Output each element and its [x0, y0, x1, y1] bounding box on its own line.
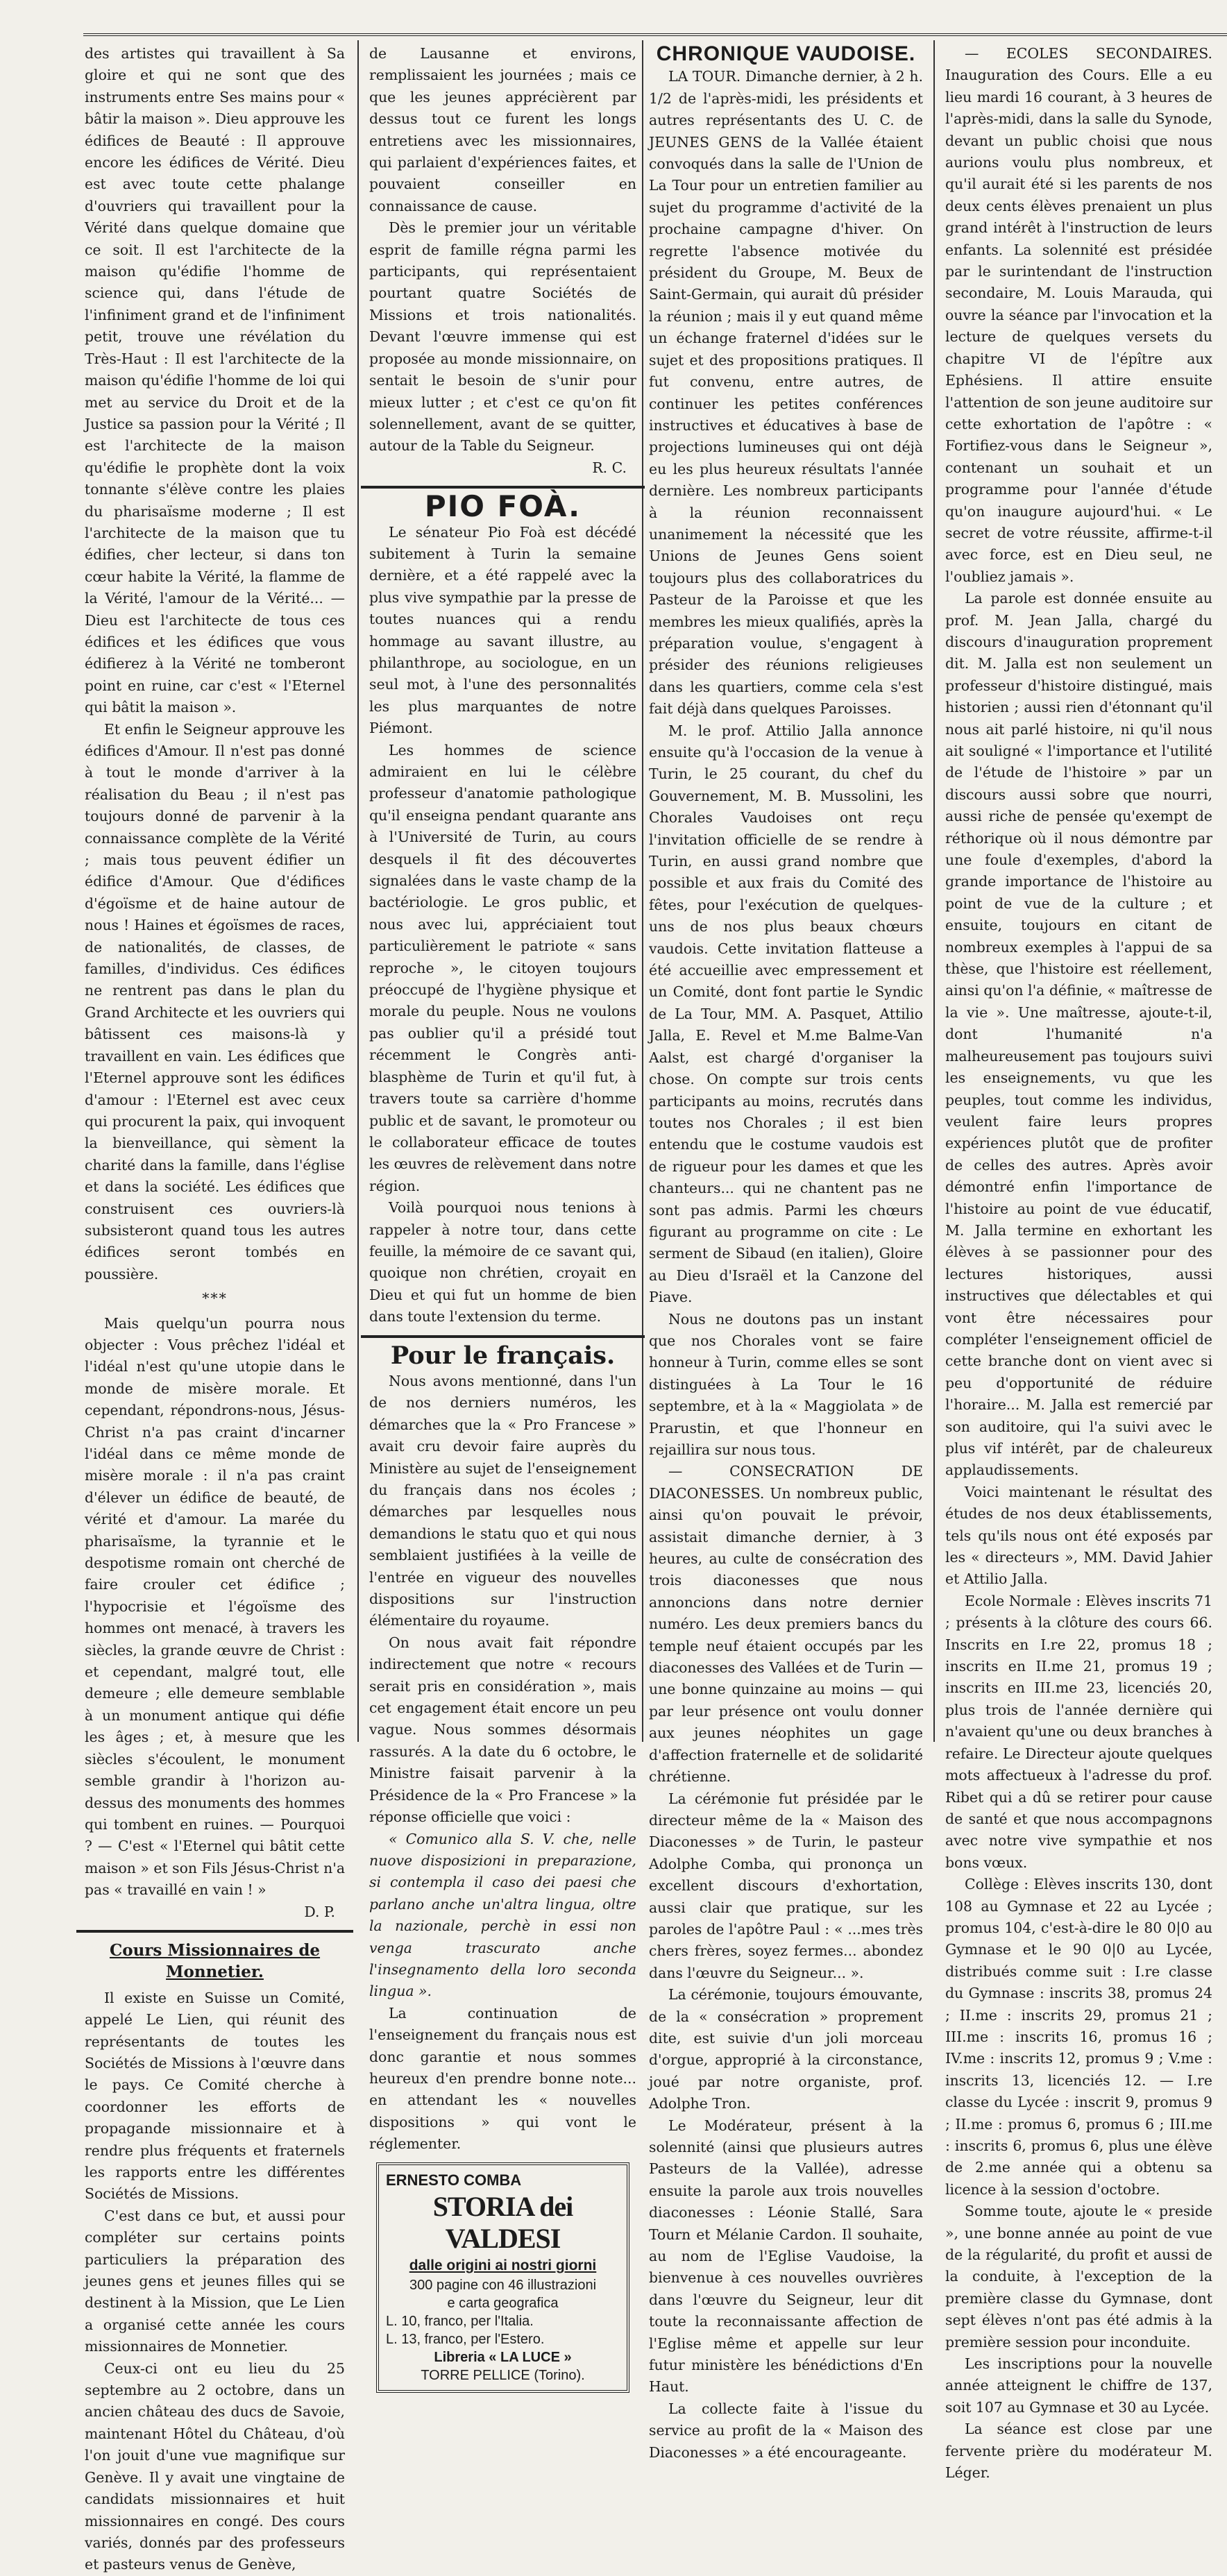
section-separator: *** [202, 1290, 228, 1307]
paragraph: La cérémonie, toujours émouvante, de la « consécration » proprement dite, est suivie d'un joli morceau d'orgue, approprié à la circonstance, joué par notre organiste, prof. Adolphe Tron. [649, 1986, 923, 2112]
signature: D. P. [304, 1903, 335, 1920]
section-rule [361, 1335, 645, 1338]
ad-place: TORRE PELLICE (Torino). [421, 2368, 585, 2384]
paragraph: Ceux-ci ont eu lieu du 25 septembre au 2 octobre, dans un ancien château des ducs de Savoie, maintenant Hôtel du Château, d'où l'on jouit d'une vue magnifique sur Genève. Il y avait une vingtaine de candidats missionnaires et huit missionnaires en congé. Des cours variés, donnés par des professeurs et pasteurs venus de Genève, [85, 2359, 345, 2573]
book-advertisement [376, 2162, 629, 2393]
column-2 [369, 43, 636, 2384]
paragraph: LA TOUR. Dimanche dernier, à 2 h. 1/2 de l'après-midi, les présidents et autres représentants des U. C. de JEUNES GENS de la Vallée étaient convoqués dans la salle de l'Union de La Tour pour un entretien familier au sujet du programme d'activité de la prochaine campagne d'hiver. On regrette l'absence motivée du président du Groupe, M. Beux de Saint-Germain, qui aurait dû présider la réunion ; mais il y eut quand même un échange fraternel d'idées sur le sujet et des propositions pratiques. Il fut convenu, entre autres, de continuer les petites conférences instructives et éducatives à base de projections lumineuses qui ont déjà eu les plus heureux résultats l'année dernière. Les nombreux participants à la réunion reconnaissent unanimement la nécessité que les Unions de Jeunes Gens soient toujours plus des collaboratrices du Pasteur de la Paroisse et que les membres les mieux qualifiés, après la préparation voulue, s'engagent à présider des réunions religieuses dans les quartiers, comme cela s'est fait déjà dans quelques Paroisses. [649, 68, 923, 718]
section-rule [76, 1930, 353, 1933]
paragraph: des artistes qui travaillent à Sa gloire et qui ne sont que des instruments entre Ses mains pour « bâtir la maison ». Dieu approuve les édifices de Beauté : Il approuve encore les édifices de Vérité. Dieu est avec toute cette phalange d'ouvriers qui travaillent pour la Vérité dans quelque domaine que ce soit. Il est l'architecte de la maison qu'édifie l'homme de science qui, dans l'étude de l'infiniment grand et de l'infiniment petit, trouve une révélation du Très-Haut : Il est l'architecte de la maison qu'édifie l'homme de loi qui met au service du Droit et de la Justice sa passion pour la Vérité ; Il est l'architecte de la maison qu'édifie le prophète dont la voix tonnante s'élève contre les plaies du pharisaïsme moderne ; Il est l'architecte de la maison que tu édifies, cher lecteur, si dans ton cœur habite la Vérité, la flamme de la Vérité, l'amour de la Vérité... — Dieu est l'architecte de tous ces édifices et les édifices que vous édifierez à la Vérité ne tomberont point en ruine, car c'est « l'Eternel qui bâtit la maison ». [85, 45, 345, 716]
ad-description: 300 pagine con 46 illustrazioni [409, 2278, 597, 2294]
paragraph: Les hommes de science admiraient en lui le célèbre professeur d'anatomie pathologique qu'il enseigna pendant quarante ans à l'Université de Turin, au cours desquels il fit des découvertes signalées dans le vaste champ de la bactériologie. Le gros public, et nous avec lui, appréciaient tout particulièrement le patriote « sans reproche », le citoyen toujours préoccupé de l'hygiène physique et morale du peuple. Nous ne voulons pas oublier qu'il a présidé tout récemment le Congrès anti-blasphème de Turin et qu'il fut, à travers toute sa carrière d'homme public et de savant, le promoteur ou le collaborateur efficace de toutes les œuvres de relèvement dans notre région. [369, 741, 636, 1194]
ad-price: L. 10, franco, per l'Italia. [386, 2314, 534, 2330]
paragraph: C'est dans ce but, et aussi pour compléter sur certains points particuliers la préparation des jeunes gens et jeunes filles qui se destinent à la Mission, que Le Lien a organisé cette année les cours missionnaires de Monnetier. [85, 2207, 345, 2355]
article-title-pio-foa: PIO FOÀ. [424, 489, 582, 524]
paragraph: — CONSECRATION DE DIACONESSES. Un nombreux public, ainsi qu'on pouvait le prévoir, assistait dimanche dernier, à 3 heures, au culte de consécration des trois diaconesses que nous annoncions dans notre dernier numéro. Les deux premiers bancs du temple neuf étaient occupés par les diaconesses des Vallées et de Turin — une bonne quinzaine au moins — qui par leur présence ont voulu donner aux jeunes néophites un gage d'affection fraternelle et de solidarité chrétienne. [649, 1463, 923, 1786]
paragraph: Mais quelqu'un pourra nous objecter : Vous prêchez l'idéal et l'idéal n'est qu'une utopie dans le monde de misère morale. Et cependant, répondrons-nous, Jésus-Christ n'a pas craint d'incarner l'idéal dans ce même monde de misère morale : il n'a pas craint d'élever un édifice de beauté, de vérité et d'amour. La marée du pharisaïsme, la tyrannie et le despotisme romain ont cherché de faire crouler cet édifice ; l'hypocrisie et l'égoïsme des hommes ont menacé, à travers les siècles, la grande œuvre de Christ : et cependant, malgré tout, elle demeure ; elle demeure semblable à un monument antique qui défie les âges ; et, à mesure que les siècles s'écoulent, le monument semble grandir à l'horizon au-dessus des monuments des hommes qui tombent en ruines. — Pourquoi ? — C'est « l'Eternel qui bâtit cette maison » et son Fils Jésus-Christ n'a pas « travaillé en vain ! » [85, 1314, 345, 1899]
column-divider [357, 40, 359, 1742]
signature: R. C. [592, 459, 627, 476]
paragraph: — ECOLES SECONDAIRES. Inauguration des Cours. Elle a eu lieu mardi 16 courant, à 3 heures de l'après-midi, dans la salle du Synode, devant un public choisi que nous aurions voulu plus nombreux, et qu'il aurait été si les parents de nos deux cents élèves prenaient un plus grand intérêt à l'instruction de leurs enfants. La solennité est présidée par le surintendant de l'instruction secondaire, M. Louis Marauda, qui ouvre la séance par l'invocation et la lecture de quelques versets du chapitre VI de l'épître aux Ephésiens. Il attire ensuite l'attention de son jeune auditoire sur cette exhortation de l'apôtre : « Fortifiez-vous dans le Seigneur », contenant un souhait et un programme pour l'année d'étude qu'on inaugure aujourd'hui. « Le secret de votre réussite, affirme-t-il avec force, est en Dieu seul, ne l'oubliez jamais ». [945, 45, 1212, 585]
paragraph: La parole est donnée ensuite au prof. M. Jean Jalla, chargé du discours d'inauguration proprement dit. M. Jalla est non seulement un professeur d'histoire distingué, mais historien ; aussi rien d'étonnant qu'il nous ait parlé histoire, ni qu'il nous ait souligné « l'importance et l'utilité de l'étude de l'histoire » par un discours aussi sobre que nourri, aussi riche de pensée qu'exempt de réthorique où il nous démontre par une foule d'exemples, d'abord la grande importance de l'histoire au point de vue de la culture ; et ensuite, toujours en citant de nombreux exemples à l'appui de sa thèse, que l'histoire est réellement, ainsi qu'on l'a définie, « maîtresse de la vie ». Une maîtresse, ajoute-t-il, dont l'humanité n'a malheureusement pas toujours suivi les enseignements, vu que les peuples, tout comme les individus, veulent faire leurs propres expériences plutôt que de profiter de celles des autres. Après avoir démontré enfin l'importance de l'histoire au point de vue éducatif, M. Jalla termine en exhortant les élèves à se passionner pour des lectures historiques, aussi instructives que délectables et qui vont être nécessaires pour compléter l'enseignement officiel de cette branche dont on vient avec si peu d'opportunité de réduire l'horaire... M. Jalla est remercié par son auditoire, qui l'a suivi avec le plus vif intérêt, par de chaleureux applaudissements. [945, 590, 1212, 1479]
paragraph: Le sénateur Pio Foà est décédé subitement à Turin la semaine dernière, et a été rappelé avec la plus vive sympathie par la presse de toutes nuances qui a rendu hommage au savant illustre, au philanthrope, au sociologue, en un seul mot, à l'une des personnalités les plus marquantes de notre Piémont. [369, 523, 636, 737]
paragraph: Ecole Normale : Elèves inscrits 71 ; présents à la clôture des cours 66. Inscrits en I.re 22, promus 18 ; inscrits en II.me 21, promus 19 ; inscrits en III.me 23, licenciés 20, plus trois de l'année dernière qui n'avaient qu'une ou deux branches à refaire. Le Directeur ajoute quelques mots affectueux à l'adresse du prof. Ribet qui a dû se retirer pour cause de santé et que nous accompagnons avec notre vive sympathie et nos bons vœux. [945, 1592, 1212, 1871]
ad-publisher: Libreria « LA LUCE » [434, 2350, 572, 2366]
paragraph: Les inscriptions pour la nouvelle année atteignent le chiffre de 137, soit 107 au Gymnase et 30 au Lycée. [945, 2355, 1212, 2416]
paragraph: La séance est close par une fervente prière du modérateur M. Léger. [945, 2421, 1212, 2482]
paragraph: Collège : Elèves inscrits 130, dont 108 au Gymnase et 22 au Lycée ; promus 104, c'est-à-dire le 80 0|0 au Gymnase et le 90 0|0 au Lycée, distribués comme suit : I.re classe du Gymnase : inscrits 38, promus 24 ; II.me : inscrits 29, promus 21 ; III.me : inscrits 16, promus 16 ; IV.me : inscrits 12, promus 9 ; V.me : inscrits 13, licenciés 12. — I.re classe du Lycée : inscrit 9, promus 9 ; II.me : promus 6, promus 6 ; III.me : inscrits 6, promus 6, plus une élève de 2.me année qui a obtenu sa licence à la session d'octobre. [945, 1876, 1212, 2198]
section-title-chronique-vaudoise: CHRONIQUE VAUDOISE. [656, 42, 916, 65]
column-divider [933, 40, 935, 1742]
article-title-pour-le-francais: Pour le français. [390, 1341, 616, 1370]
paragraph: On nous avait fait répondre indirectement que notre « recours serait pris en considération », mais cet engagement était encore un peu vague. Nous sommes désormais rassurés. A la date du 6 octobre, le Ministre faisait parvenir à la Présidence de la « Pro Francese » la réponse officielle que voici : [369, 1634, 636, 1826]
column-4 [945, 43, 1212, 2482]
paragraph: La cérémonie fut présidée par le directeur même de la « Maison des Diaconesses » de Turin, le pasteur Adolphe Comba, qui prononça un excellent discours d'exhortation, aussi clair que pratique, sur les paroles de l'apôtre Paul : « ...mes très chers frères, soyez fermes... abondez dans l'œuvre du Seigneur... ». [649, 1790, 923, 1981]
paragraph: de Lausanne et environs, remplissaient les journées ; mais ce que les jeunes apprécièrent par dessus tout ce furent les longs entretiens avec les missionnaires, qui parlaient d'expériences faites, et pouvaient conseiller en connaissance de cause. [369, 45, 636, 214]
paragraph: Dès le premier jour un véritable esprit de famille régna parmi les participants, qui représentaient pourtant quatre Sociétés de Missions et trois nationalités. Devant l'œuvre immense qui est proposée au monde missionnaire, on sentait le besoin de s'unir pour mieux lutter ; et c'est ce qu'on fit solennellement, avant de se quitter, autour de la Table du Seigneur. [369, 219, 636, 455]
column-3 [649, 42, 923, 2461]
paragraph: La continuation de l'enseignement du français nous est donc garantie et nous sommes heureux d'en prendre bonne note... en attendant les « nouvelles dispositions » qui vont le réglementer. [369, 2004, 636, 2153]
paragraph: Nous avons mentionné, dans l'un de nos derniers numéros, les démarches que la « Pro Francese » avait cru devoir faire auprès du Ministère au sujet de l'enseignement du français dans nos écoles ; démarches par lesquelles nous demandions le statu quo et qui nous semblaient justifiées à la veille de l'entrée en vigueur des nouvelles dispositions sur l'instruction élémentaire du royaume. [369, 1372, 636, 1629]
paragraph: M. le prof. Attilio Jalla annonce ensuite qu'à l'occasion de la venue à Turin, le 25 courant, du chef du Gouvernement, M. B. Mussolini, les Chorales Vaudoises ont reçu l'invitation officielle de se rendre à Turin, en aussi grand nombre que possible et aux frais du Comité des fêtes, pour l'exécution de quelques-uns de nos plus beaux chœurs vaudois. Cette invitation flatteuse a été accueillie avec empressement et un Comité, dont font partie le Syndic de La Tour, MM. A. Pasquet, Attilio Jalla, E. Revel et M.me Balme-Van Aalst, est chargé d'organiser la chose. On compte sur trois cents participants au moins, recrutés dans toutes nos Chorales ; il est bien entendu que le costume vaudois est de rigueur pour les dames et que les chanteurs... qui ne chantent pas ne sont pas admis. Parmi les chœurs figurant au programme on cite : Le serment de Sibaud (en italien), Gloire au Dieu d'Israël et la Canzone del Piave. [649, 722, 923, 1306]
paragraph: Il existe en Suisse un Comité, appelé Le Lien, qui réunit des représentants de toutes les Sociétés de Missions à l'œuvre dans le pays. Ce Comité cherche à coordonner les efforts de propagande missionnaire et à rendre plus fréquents et fraternels les rapports entre les différentes Sociétés de Missions. [85, 1989, 345, 2203]
ad-author: ERNESTO COMBA [386, 2171, 522, 2189]
ad-price: L. 13, franco, per l'Estero. [386, 2332, 545, 2348]
paragraph: Voilà pourquoi nous tenions à rappeler à notre tour, dans cette feuille, la mémoire de ce savant qui, quoique non chrétien, croyait en Dieu et qui fut un homme de bien dans toute l'extension du terme. [369, 1199, 636, 1325]
section-rule [361, 486, 645, 489]
paragraph: Et enfin le Seigneur approuve les édifices d'Amour. Il n'est pas donné à tout le monde d'arriver à la réalisation du Beau ; il n'est pas toujours donné de parvenir à la connaissance complète de la Vérité ; mais tous peuvent édifier un édifice d'Amour. Que d'édifices d'égoïsme et de haine autour de nous ! Haines et égoïsmes de races, de nationalités, de classes, de familles, d'individus. Ces édifices ne rentrent pas dans le plan du Grand Architecte et les ouvriers qui bâtissent ces maisons-là y travaillent en vain. Les édifices que l'Eternel approuve sont les édifices d'amour : l'Eternel est avec ceux qui procurent la paix, qui invoquent la bienveillance, qui sèment la charité dans la famille, dans l'église et dans la société. Les édifices que construisent ces ouvriers-là subsisteront quand tous les autres édifices seront tombés en poussière. [85, 720, 345, 1282]
paragraph: Le Modérateur, présent à la solennité (ainsi que plusieurs autres Pasteurs de la Vallée), adresse ensuite la parole aux trois nouvelles diaconesses : Léonie Stallé, Sara Tourn et Mélanie Cardon. Il souhaite, au nom de l'Eglise Vaudoise, la bienvenue à ces nouvelles ouvrières dans l'œuvre du Seigneur, leur dit toute la reconnaissante affection de l'Eglise même et appelle sur leur futur ministère les bénédictions d'En Haut. [649, 2117, 923, 2396]
column-1 [85, 43, 345, 2573]
paragraph: Somme toute, ajoute le « preside », une bonne année au point de vue de la régularité, du profit et aussi de la conduite, à l'exception de la première classe du Gymnase, dont sept élèves n'ont pas été admis à la première session pour inconduite. [945, 2203, 1212, 2350]
article-title-cours-missionnaires: Cours Missionnaires de Monnetier. [109, 1940, 321, 1982]
column-divider [642, 40, 643, 1742]
paragraph: Voici maintenant le résultat des études de nos deux établissements, tels qu'ils nous ont été exposés par les « directeurs », MM. David Jahier et Attilio Jalla. [945, 1483, 1212, 1588]
ad-description: e carta geografica [447, 2296, 559, 2312]
paragraph: Nous ne doutons pas un instant que nos Chorales vont se faire honneur à Turin, comme elles se sont distinguées à La Tour le 16 septembre, et à la « Maggiolata » de Prarustin, et que l'honneur en rejaillira sur nous tous. [649, 1310, 923, 1458]
ad-title: STORIA dei VALDESI [432, 2191, 573, 2254]
header-rule [83, 33, 1227, 36]
quoted-reply: « Comunico alla S. V. che, nelle nuove disposizioni in preparazione, si contempla il caso dei paesi che parlano anche un'altra lingua, oltre la nazionale, perchè in essi non venga trascurato anche l'insegnamento della loro seconda lingua ». [369, 1830, 636, 2000]
paragraph: La collecte faite à l'issue du service au profit de la « Maison des Diaconesses » a été encourageante. [649, 2400, 923, 2461]
ad-subtitle: dalle origini ai nostri giorni [409, 2257, 597, 2273]
